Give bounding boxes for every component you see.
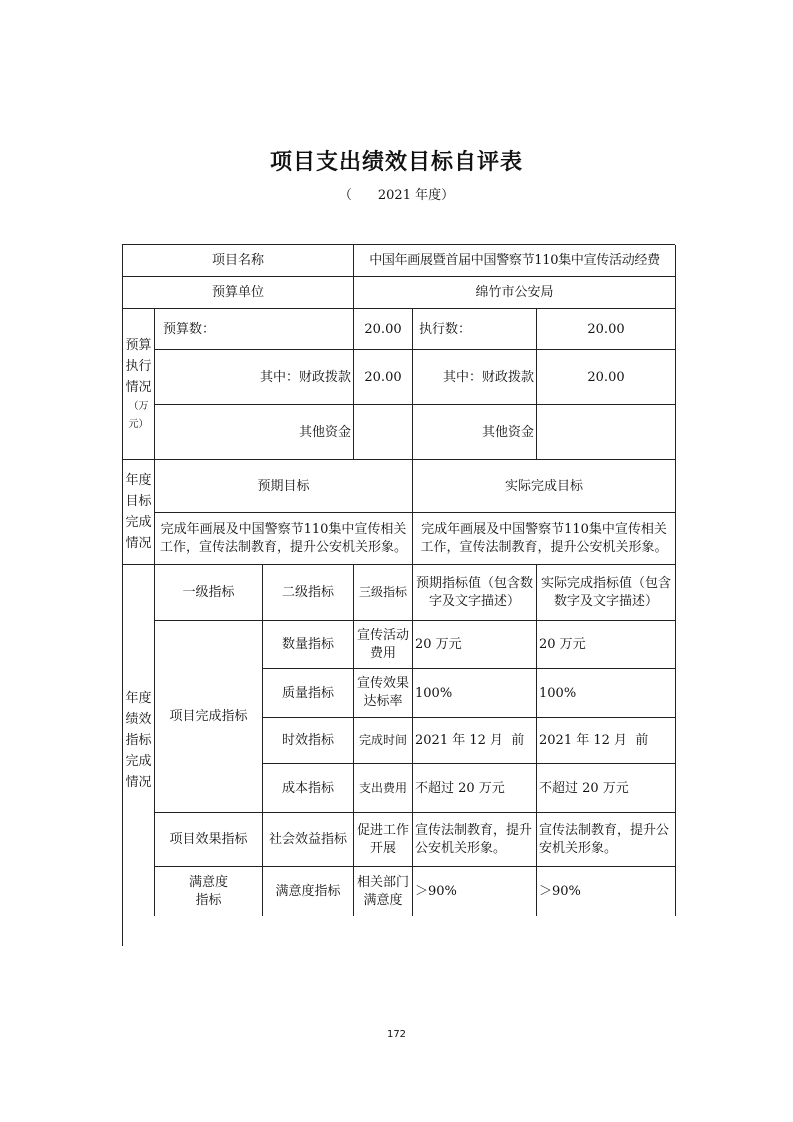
execution-amount-value: 20.00: [537, 309, 676, 350]
fiscal-allocation-label: 其中：财政拨款: [155, 350, 354, 405]
table-row-level3: 完成时间: [354, 718, 413, 764]
header-level2: 二级指标: [263, 565, 354, 621]
annual-goal-section-label: [123, 460, 155, 565]
budget-section-line-1: 预算: [125, 337, 152, 353]
satisfaction-indicator: 满意度指标: [155, 867, 263, 916]
actual-goal-text: 完成年画展及中国警察节110集中宣传相关工作，宣传法制教育，提升公安机关形象。: [413, 513, 676, 565]
expected-goal-header: 预期目标: [155, 460, 413, 513]
table-row-expected: 不超过 20 万元: [413, 764, 537, 813]
table-row-level2: 成本指标: [263, 764, 354, 813]
other-funds-budget: [354, 405, 413, 460]
table-row-actual: 宣传法制教育，提升公安机关形象。: [537, 813, 676, 867]
other-funds-exec-label: 其他资金: [413, 405, 537, 460]
budget-amount-label: 预算数：: [155, 309, 354, 350]
indicators-section-line-4: 完成: [125, 754, 152, 769]
budget-execution-section-label: [123, 309, 155, 460]
project-effect-indicator: 项目效果指标: [155, 813, 263, 867]
header-expected: 预期指标值（包含数字及文字描述）: [413, 565, 537, 621]
table-row-level3: 宣传效果达标率: [354, 669, 413, 718]
indicators-section-line-3: 指标: [125, 733, 152, 748]
actual-goal-header: 实际完成目标: [413, 460, 676, 513]
header-level1: 一级指标: [155, 565, 263, 621]
budget-unit-label: 预算单位: [123, 277, 354, 309]
table-row-actual: 不超过 20 万元: [537, 764, 676, 813]
fiscal-year-text: 2021 年度）: [377, 188, 455, 203]
fiscal-year-open: （: [338, 188, 352, 203]
table-row-level3: 促进工作开展: [354, 813, 413, 867]
table-row-actual: 20 万元: [537, 621, 676, 669]
page-number: 172: [386, 1029, 407, 1040]
budget-unit-line-1: （万: [128, 400, 149, 412]
goal-section-line-3: 完成: [125, 515, 152, 530]
page-title: 项目支出绩效目标自评表: [269, 150, 523, 175]
other-funds-exec: [537, 405, 676, 460]
budget-section-line-3: 情况: [125, 379, 152, 395]
table-row-level2: 满意度指标: [263, 867, 354, 916]
fiscal-allocation-exec-label: 其中：财政拨款: [413, 350, 537, 405]
table-row-level2: 时效指标: [263, 718, 354, 764]
expected-goal-text: 完成年画展及中国警察节110集中宣传相关工作，宣传法制教育，提升公安机关形象。: [155, 513, 413, 565]
fiscal-allocation-budget: 20.00: [354, 350, 413, 405]
indicators-section-label: [123, 565, 155, 916]
goal-section-line-2: 目标: [125, 494, 152, 509]
table-row-expected: 2021 年 12 月 前: [413, 718, 537, 764]
fiscal-year: [0, 184, 793, 203]
fiscal-allocation-exec: 20.00: [537, 350, 676, 405]
header-level3: 三级指标: [354, 565, 413, 621]
table-row-expected: ＞90%: [413, 867, 537, 916]
budget-amount-value: 20.00: [354, 309, 413, 350]
table-row-actual: 2021 年 12 月 前: [537, 718, 676, 764]
table-row-level2: 社会效益指标: [263, 813, 354, 867]
goal-section-line-1: 年度: [125, 473, 152, 488]
project-name-label: 项目名称: [123, 245, 354, 277]
budget-unit-line-2: 元）: [128, 418, 149, 430]
table-row-expected: 宣传法制教育，提升公安机关形象。: [413, 813, 537, 867]
table-row-level2: 质量指标: [263, 669, 354, 718]
table-row-level3: 相关部门满意度: [354, 867, 413, 916]
table-row-actual: 100%: [537, 669, 676, 718]
table-row-expected: 100%: [413, 669, 537, 718]
table-row-level2: 数量指标: [263, 621, 354, 669]
table-row-actual: ＞90%: [537, 867, 676, 916]
table-row-level3: 宣传活动费用: [354, 621, 413, 669]
budget-section-line-2: 执行: [125, 358, 152, 374]
evaluation-table: [122, 244, 675, 946]
table-row-expected: 20 万元: [413, 621, 537, 669]
indicators-section-line-2: 绩效: [125, 712, 152, 727]
project-completion-indicator: 项目完成指标: [155, 621, 263, 813]
indicators-section-line-1: 年度: [125, 691, 152, 706]
header-actual: 实际完成指标值（包含数字及文字描述）: [537, 565, 676, 621]
budget-unit-value: 绵竹市公安局: [354, 277, 676, 309]
indicators-section-line-5: 情况: [125, 775, 152, 790]
execution-amount-label: 执行数：: [413, 309, 537, 350]
other-funds-label: 其他资金: [155, 405, 354, 460]
project-name-value: 中国年画展暨首届中国警察节110集中宣传活动经费: [354, 245, 676, 277]
table-row-level3: 支出费用: [354, 764, 413, 813]
goal-section-line-4: 情况: [125, 536, 152, 551]
